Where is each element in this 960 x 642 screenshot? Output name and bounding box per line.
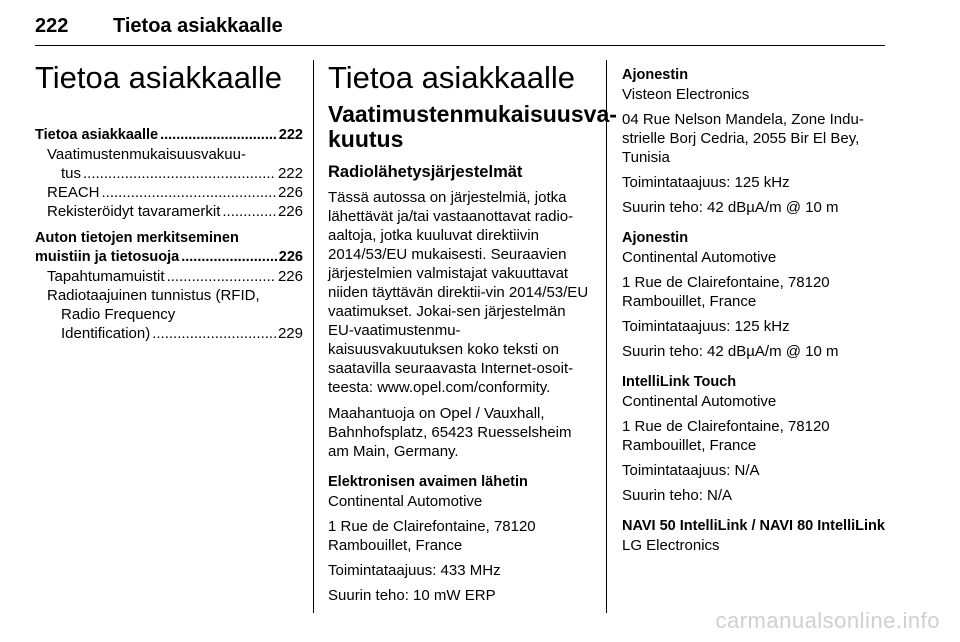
- toc-entry-title: REACH: [47, 184, 100, 201]
- content-column-2: [328, 58, 617, 611]
- page-number: 222: [35, 15, 69, 37]
- content-column-3: [622, 58, 886, 561]
- device-power: Suurin teho: 42 dBµA/m @ 10 m: [622, 343, 839, 360]
- device-address: 1 Rue de Clairefontaine, 78120 Rambouillet, France: [328, 518, 536, 554]
- chapter-title: Tietoa asiakkaalle: [328, 60, 575, 95]
- toc-entry[interactable]: [35, 145, 303, 183]
- device-company: LG Electronics: [622, 537, 720, 554]
- toc-entry-title: Vaatimustenmukaisuusvakuu-: [47, 146, 246, 163]
- device-power: Suurin teho: 42 dBµA/m @ 10 m: [622, 199, 839, 216]
- toc-entry-title: Rekisteröidyt tavaramerkit: [47, 203, 221, 220]
- toc-entry-page: 226: [278, 249, 303, 265]
- device-frequency: Toimintataajuus: N/A: [622, 462, 760, 479]
- watermark: carmanualsonline.info: [715, 608, 940, 633]
- toc-entry-page: 222: [278, 127, 303, 143]
- toc-entry-title: Tietoa asiakkaalle: [35, 127, 159, 143]
- toc-entry-title: Identification): [61, 325, 151, 342]
- toc-entry[interactable]: [35, 286, 303, 343]
- device-company: Continental Automotive: [622, 249, 777, 266]
- toc-column: [35, 58, 303, 343]
- toc-entry-page: 222: [277, 165, 303, 182]
- device-address: 1 Rue de Clairefontaine, 78120 Rambouillet, France: [622, 418, 830, 454]
- device-address: 1 Rue de Clairefontaine, 78120 Rambouillet, France: [622, 274, 830, 310]
- section-title: Vaatimustenmukaisuusva- kuutus: [328, 101, 617, 152]
- page-header: [35, 14, 283, 38]
- device-address: 04 Rue Nelson Mandela, Zone Indu-strielle Borj Cedria, 2055 Bir El Bey, Tunisia: [622, 111, 864, 166]
- toc-entry-title: Radio Frequency: [61, 306, 176, 323]
- device-frequency: Toimintataajuus: 433 MHz: [328, 562, 501, 579]
- device-power: Suurin teho: N/A: [622, 487, 733, 504]
- toc-entry[interactable]: [35, 202, 303, 221]
- header-rule: [35, 45, 885, 46]
- body-paragraph: Tässä autossa on järjestelmiä, jotka lähettävät ja/tai vastaanottavat radio-aaltoja, jotka kuuluvat direktiivin 2014/53/EU mukaisesti. Seuraavien järjestelmien valmistajat vakuuttavat niiden täyttävän direktii-vin 2014/53/EU vaatimukset. Jokai-sen järjestelmän EU-vaatimustenmu-kaisuusvakuutuksen koko teksti on saatavilla seuraavasta Internet-osoit-teesta: www.opel.com/conformity.: [328, 189, 589, 396]
- device-title: Ajonestin: [622, 230, 689, 246]
- toc-entry[interactable]: [35, 126, 303, 145]
- device-power: Suurin teho: 10 mW ERP: [328, 587, 496, 604]
- toc-entry[interactable]: [35, 267, 303, 286]
- toc-entry-title: Auton tietojen merkitseminen: [35, 230, 239, 246]
- device-title: IntelliLink Touch: [622, 374, 737, 390]
- toc-entry[interactable]: [35, 229, 303, 267]
- device-frequency: Toimintataajuus: 125 kHz: [622, 318, 790, 335]
- device-title: Ajonestin: [622, 67, 689, 83]
- device-company: Continental Automotive: [622, 393, 777, 410]
- toc-entry-page: 229: [277, 325, 303, 342]
- running-title: Tietoa asiakkaalle: [113, 15, 283, 37]
- column-divider: [313, 60, 314, 613]
- toc-entry-page: 226: [277, 184, 303, 201]
- toc-entry-title: muistiin ja tietosuoja: [35, 249, 180, 265]
- device-company: Visteon Electronics: [622, 86, 750, 103]
- toc-entry-title: tus: [61, 165, 82, 182]
- subsection-title: Radiolähetysjärjestelmät: [328, 163, 523, 181]
- importer-paragraph: Maahantuoja on Opel / Vauxhall, Bahnhofsplatz, 65423 Ruesselsheim am Main, Germany.: [328, 405, 572, 460]
- column-divider: [606, 60, 607, 613]
- device-title: NAVI 50 IntelliLink / NAVI 80 IntelliLink: [622, 518, 885, 534]
- toc-entry[interactable]: [35, 183, 303, 202]
- toc-entry-title: Tapahtumamuistit: [47, 268, 165, 285]
- toc-entry-page: 226: [277, 203, 303, 220]
- toc-entry-page: 226: [277, 268, 303, 285]
- device-company: Continental Automotive: [328, 493, 483, 510]
- device-frequency: Toimintataajuus: 125 kHz: [622, 174, 790, 191]
- toc-entry-title: Radiotaajuinen tunnistus (RFID,: [47, 287, 260, 304]
- device-title: Elektronisen avaimen lähetin: [328, 474, 528, 490]
- chapter-title: Tietoa asiakkaalle: [35, 60, 282, 95]
